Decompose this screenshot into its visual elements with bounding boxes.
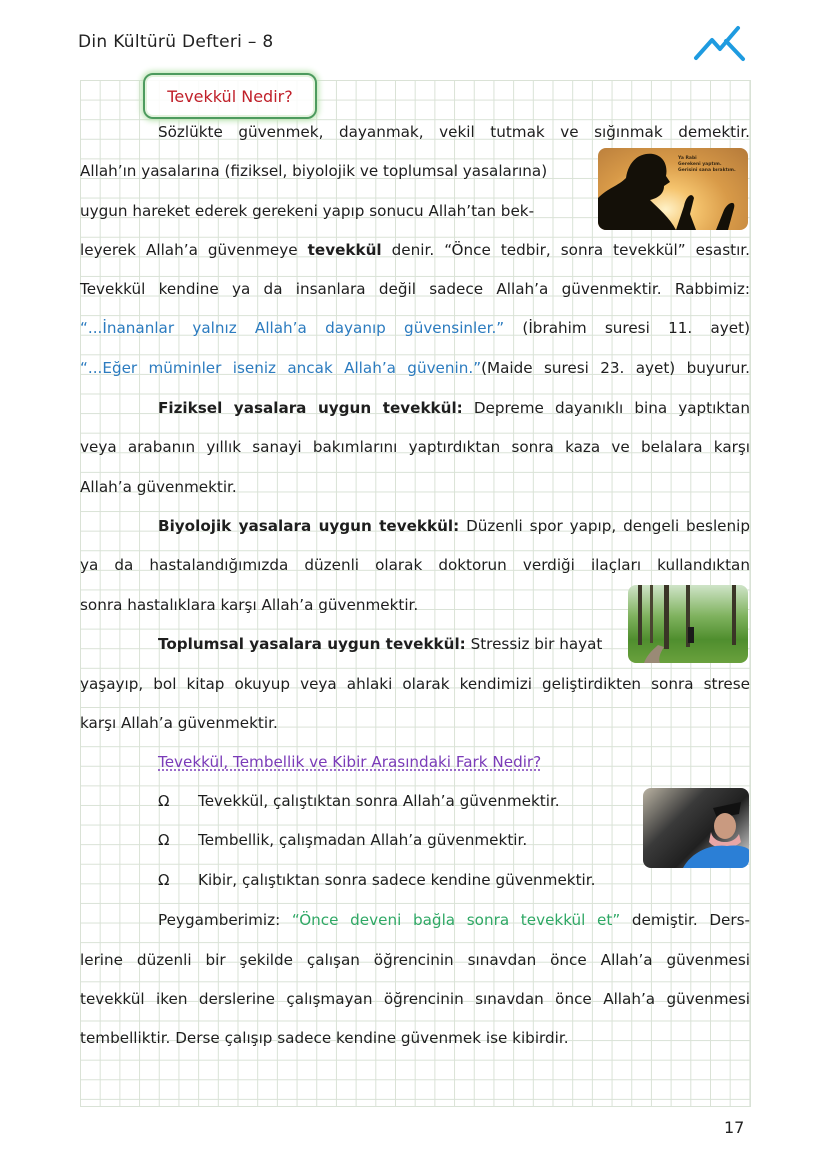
omega-bullet-icon: Ω xyxy=(158,871,170,889)
difference-item-tembellik: Tembellik, çalışmadan Allah’a güvenmektir. xyxy=(198,831,528,849)
conclusion-line: Peygamberimiz: “Önce deveni bağla sonra tevekkül et” demiştir. Ders- xyxy=(158,911,750,929)
difference-item-tevekkul: Tevekkül, çalıştıktan sonra Allah’a güvenmektir. xyxy=(198,792,560,810)
biological-law-label: Biyolojik yasalara uygun tevekkül: xyxy=(158,517,460,535)
prayer-silhouette-image xyxy=(598,148,748,230)
paragraph-line: uygun hareket ederek gerekeni yapıp sonucu Allah’tan bek- xyxy=(80,202,535,220)
conclusion-line: lerine düzenli bir şekilde çalışan öğrencinin sınavdan önce Allah’a güvenmesi xyxy=(80,951,750,969)
social-law-line: yaşayıp, bol kitap okuyup veya ahlaki olarak kendimizi geliştirdikten sonra strese xyxy=(80,675,750,693)
hadith-quote: “Önce deveni bağla sonra tevekkül et” xyxy=(291,911,621,929)
page-number: 17 xyxy=(724,1118,745,1137)
section-title-frame xyxy=(143,73,317,119)
conclusion-line: tevekkül iken derslerine çalışmayan öğrencinin sınavdan önce Allah’a güvenmesi xyxy=(80,990,750,1008)
paragraph-line: Sözlükte güvenmek, dayanmak, vekil tutmak ve sığınmak demektir. xyxy=(158,123,750,141)
social-law-line: karşı Allah’a güvenmektir. xyxy=(80,714,278,732)
quote-ibrahim: “...İnananlar yalnız Allah’a dayanıp güvensinler.” (İbrahim suresi 11. ayet) xyxy=(80,319,750,337)
paragraph-line: Tevekkül kendine ya da insanlara değil sadece Allah’a güvenmektir. Rabbimiz: xyxy=(80,280,750,298)
physical-law-label: Fiziksel yasalara uygun tevekkül: xyxy=(158,399,463,417)
graduate-student-image xyxy=(643,788,749,868)
forest-jogging-image xyxy=(628,585,748,663)
physical-law-line: Allah’a güvenmektir. xyxy=(80,478,237,496)
paragraph-line: leyerek Allah’a güvenmeye tevekkül denir. “Önce tedbir, sonra tevekkül” esastır. xyxy=(80,241,750,259)
biological-law-line: sonra hastalıklara karşı Allah’a güvenmektir. xyxy=(80,596,419,614)
biological-law-line: Biyolojik yasalara uygun tevekkül: Düzenli spor yapıp, dengeli beslenip xyxy=(158,517,750,535)
physical-law-line: Fiziksel yasalara uygun tevekkül: Depreme dayanıklı bina yaptıktan xyxy=(158,399,750,417)
difference-subtitle: Tevekkül, Tembellik ve Kibir Arasındaki Fark Nedir? xyxy=(158,753,542,771)
social-law-label: Toplumsal yasalara uygun tevekkül: xyxy=(158,635,466,653)
prayer-image-caption: Ya Rabi Gerekeni yaptım. Gerisini sana bıraktım. xyxy=(678,156,736,173)
quote-maide: “...Eğer müminler iseniz ancak Allah’a güvenin.”(Maide suresi 23. ayet) buyurur. xyxy=(80,359,750,377)
biological-law-line: ya da hastalandığımızda düzenli olarak doktorun verdiği ilaçları kullandıktan xyxy=(80,556,750,574)
mountain-logo-icon xyxy=(692,22,748,64)
physical-law-line: veya arabanın yıllık sanayi bakımlarını yaptırdıktan sonra kaza ve belalara karşı xyxy=(80,438,750,456)
omega-bullet-icon: Ω xyxy=(158,831,170,849)
keyword-tevekkul: tevekkül xyxy=(307,241,382,259)
social-law-line: Toplumsal yasalara uygun tevekkül: Stressiz bir hayat xyxy=(158,635,603,653)
omega-bullet-icon: Ω xyxy=(158,792,170,810)
conclusion-line: tembelliktir. Derse çalışıp sadece kendine güvenmek ise kibirdir. xyxy=(80,1029,569,1047)
paragraph-line: Allah’ın yasalarına (fiziksel, biyolojik ve toplumsal yasalarına) xyxy=(80,162,548,180)
notebook-title: Din Kültürü Defteri – 8 xyxy=(78,32,274,52)
difference-item-kibir: Kibir, çalıştıktan sonra sadece kendine güvenmektir. xyxy=(198,871,596,889)
section-title: Tevekkül Nedir? xyxy=(167,86,293,106)
